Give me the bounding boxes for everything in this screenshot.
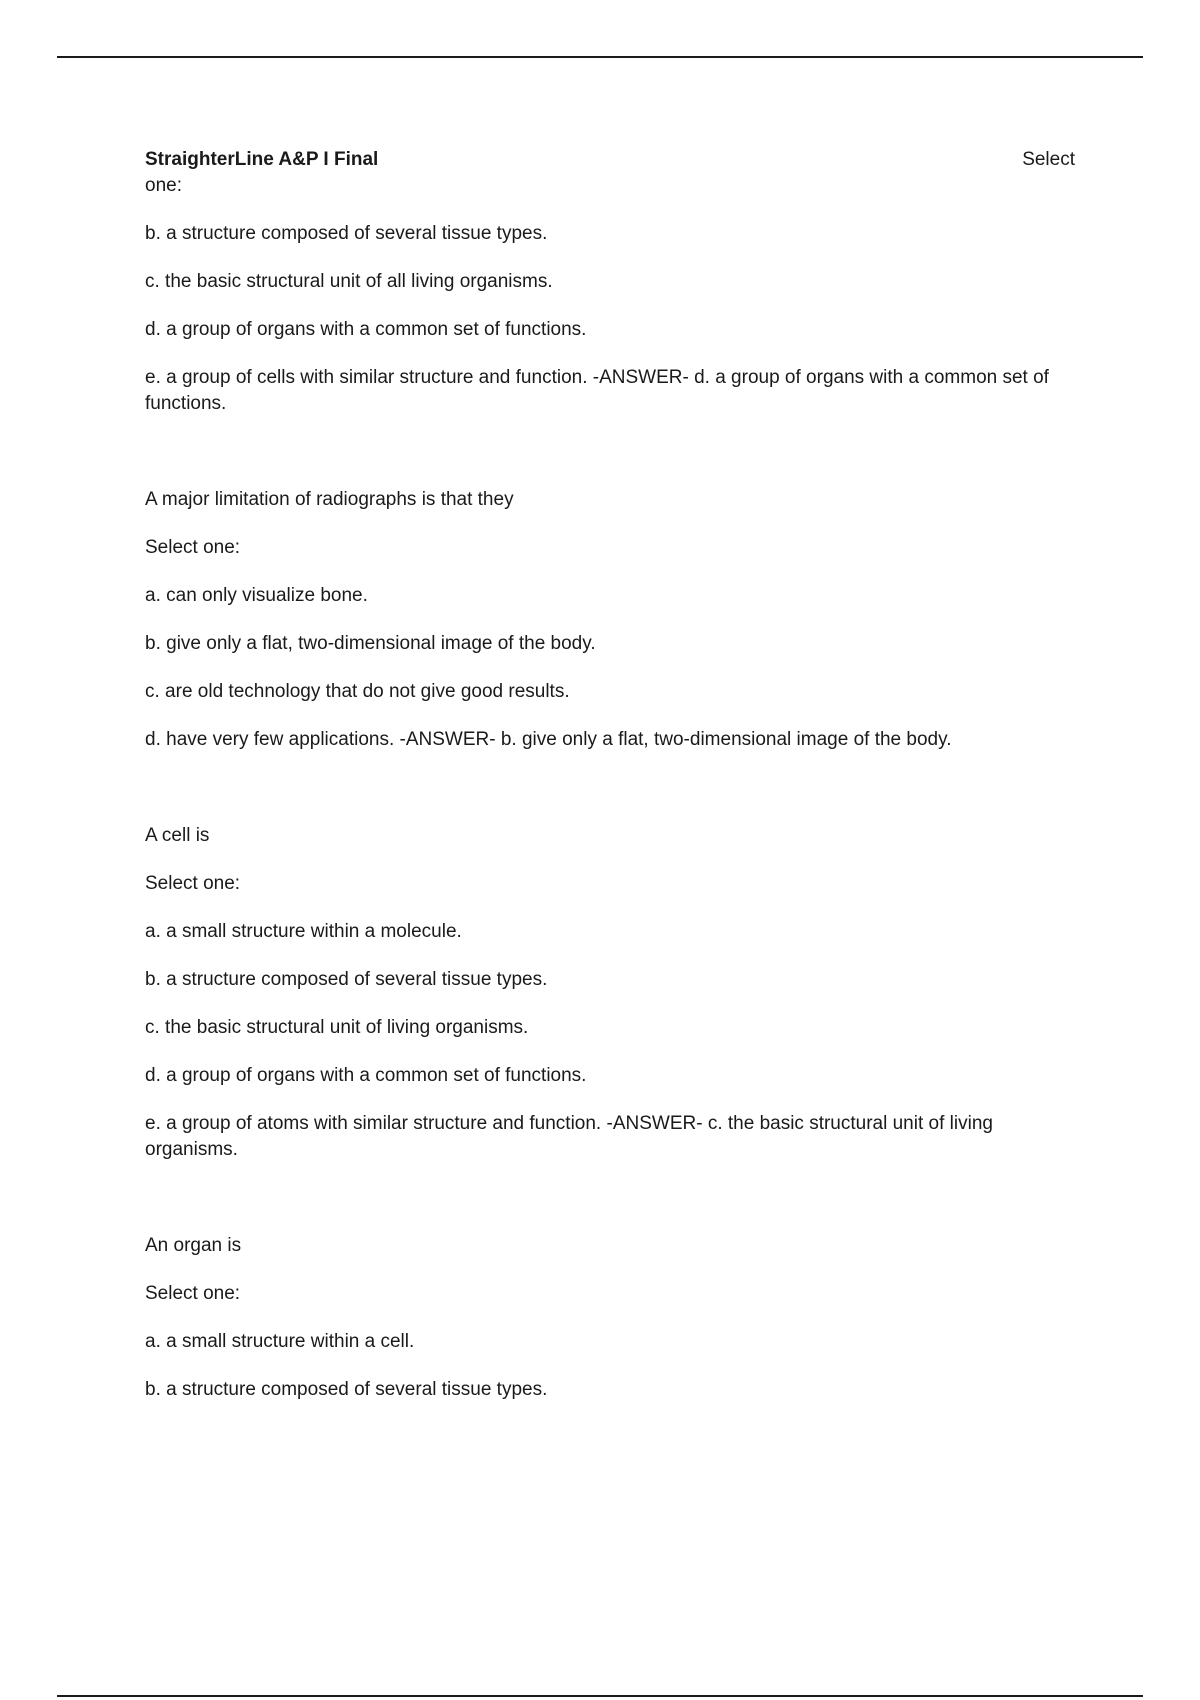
option-answer-text: e. a group of cells with similar structure and function. -ANSWER- d. a group of organs with a common set of functions. <box>145 367 1049 414</box>
option-text: c. the basic structural unit of living organisms. <box>145 1017 529 1038</box>
top-rule <box>57 56 1143 58</box>
option-text: b. give only a flat, two-dimensional image of the body. <box>145 633 596 654</box>
question-block <box>145 487 1085 753</box>
option-text: d. a group of organs with a common set of functions. <box>145 319 587 340</box>
option-text: b. a structure composed of several tissue types. <box>145 223 548 244</box>
option-text: c. the basic structural unit of all living organisms. <box>145 271 553 292</box>
option-answer-text: d. have very few applications. -ANSWER- b. give only a flat, two-dimensional image of the body. <box>145 729 952 750</box>
option-text: a. a small structure within a molecule. <box>145 921 462 942</box>
header-select-text: Select <box>1022 149 1075 170</box>
option-text: a. can only visualize bone. <box>145 585 368 606</box>
option-text: a. a small structure within a cell. <box>145 1331 415 1352</box>
select-one-text: Select one: <box>145 873 241 894</box>
select-one-text: Select one: <box>145 1283 241 1304</box>
document-header <box>145 147 1085 173</box>
document-title: StraighterLine A&P I Final <box>145 149 379 170</box>
question-block <box>145 823 1085 1163</box>
question-text: A major limitation of radiographs is that they <box>145 489 514 510</box>
option-text: c. are old technology that do not give good results. <box>145 681 570 702</box>
document-body <box>145 147 1085 1403</box>
bottom-rule <box>57 1695 1143 1697</box>
select-one-text: Select one: <box>145 537 241 558</box>
question-block <box>145 1233 1085 1403</box>
option-text: b. a structure composed of several tissue types. <box>145 1379 548 1400</box>
question-text: An organ is <box>145 1235 242 1256</box>
option-text: d. a group of organs with a common set of functions. <box>145 1065 587 1086</box>
question-text: A cell is <box>145 825 210 846</box>
header-one-text: one: <box>145 175 182 196</box>
option-answer-text: e. a group of atoms with similar structure and function. -ANSWER- c. the basic structural unit of living organisms. <box>145 1113 993 1160</box>
option-text: b. a structure composed of several tissue types. <box>145 969 548 990</box>
